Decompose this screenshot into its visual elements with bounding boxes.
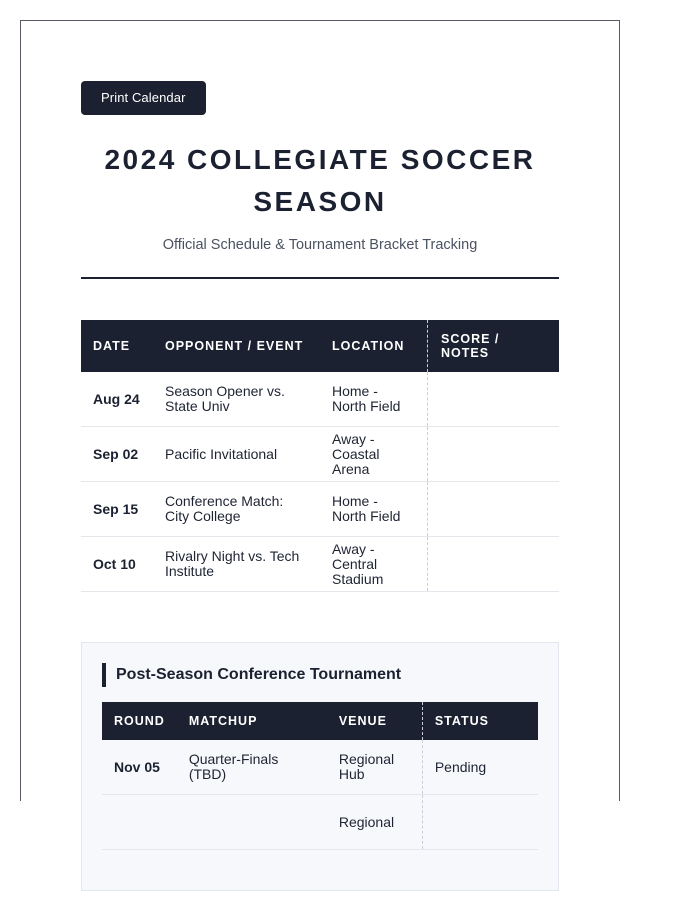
match-location: Away - Central Stadium — [320, 537, 428, 592]
page-title-line-2: SEASON — [253, 186, 387, 217]
match-opponent: Season Opener vs. State Univ — [153, 372, 320, 427]
table-row — [102, 795, 538, 850]
tournament-status: Pending — [422, 740, 538, 795]
tournament-venue: Regional — [327, 795, 423, 850]
schedule-table — [81, 320, 559, 592]
header-date: DATE — [81, 320, 153, 372]
post-season-card — [81, 642, 559, 891]
match-date: Aug 24 — [81, 372, 153, 427]
print-calendar-button[interactable]: Print Calendar — [81, 81, 206, 115]
page-subtitle: Official Schedule & Tournament Bracket Tracking — [162, 237, 478, 253]
header-status: STATUS — [422, 702, 538, 740]
match-opponent: Rivalry Night vs. Tech Institute — [153, 537, 320, 592]
tournament-venue: Regional Hub — [327, 740, 423, 795]
match-notes[interactable] — [428, 482, 560, 537]
match-date: Oct 10 — [81, 537, 153, 592]
schedule-header-row — [81, 320, 559, 372]
tournament-round — [102, 795, 177, 850]
match-notes[interactable] — [428, 537, 560, 592]
match-opponent: Conference Match: City College — [153, 482, 320, 537]
tournament-header-row — [102, 702, 538, 740]
table-row — [81, 427, 559, 482]
header-venue: VENUE — [327, 702, 423, 740]
header-opponent: OPPONENT / EVENT — [153, 320, 320, 372]
tournament-status — [422, 795, 538, 850]
match-notes[interactable] — [428, 372, 560, 427]
table-row — [81, 482, 559, 537]
title-divider — [81, 277, 559, 279]
match-location: Home - North Field — [320, 372, 428, 427]
tournament-matchup: Quarter-Finals (TBD) — [177, 740, 327, 795]
page-title — [81, 139, 559, 223]
match-date: Sep 15 — [81, 482, 153, 537]
header-matchup: MATCHUP — [177, 702, 327, 740]
match-notes[interactable] — [428, 427, 560, 482]
tournament-matchup — [177, 795, 327, 850]
match-location: Away - Coastal Arena — [320, 427, 428, 482]
table-row — [81, 372, 559, 427]
tournament-table — [102, 702, 538, 850]
tournament-round: Nov 05 — [102, 740, 177, 795]
match-opponent: Pacific Invitational — [153, 427, 320, 482]
page-content — [81, 81, 559, 891]
header-round: ROUND — [102, 702, 177, 740]
match-date: Sep 02 — [81, 427, 153, 482]
page-title-line-1: 2024 COLLEGIATE SOCCER — [104, 144, 536, 175]
document-page — [20, 20, 620, 830]
table-row — [102, 740, 538, 795]
header-score-notes: SCORE / NOTES — [428, 320, 560, 372]
match-location: Home - North Field — [320, 482, 428, 537]
post-season-title: Post-Season Conference Tournament — [102, 663, 538, 687]
table-row — [81, 537, 559, 592]
header-location: LOCATION — [320, 320, 428, 372]
